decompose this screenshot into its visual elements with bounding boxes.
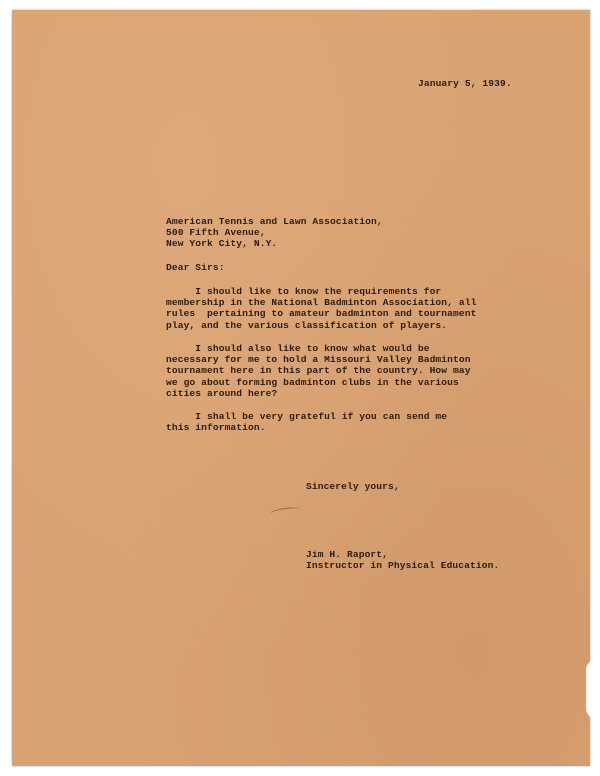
paragraph-closing-request <box>166 411 447 433</box>
body-line: I should also like to know what would be <box>166 343 430 354</box>
address-line: New York City, N.Y. <box>166 238 278 250</box>
paper-notch <box>586 660 600 720</box>
body-line: rules pertaining to amateur badminton and tournament <box>166 308 477 320</box>
body-line: I should like to know the requirements for <box>166 286 442 297</box>
signature-block <box>306 549 499 571</box>
recipient-address <box>166 216 383 250</box>
body-line: play, and the various classification of players. <box>166 319 448 331</box>
paragraph-tournament <box>166 343 471 399</box>
body-line: cities around here? <box>166 387 278 399</box>
body-line: we go about forming badminton clubs in the various <box>166 376 459 388</box>
address-line: American Tennis and Lawn Association, <box>166 216 383 227</box>
body-line: membership in the National Badminton Association, all <box>166 297 477 309</box>
complimentary-close: Sincerely yours, <box>306 481 400 492</box>
body-line: this information. <box>166 422 266 434</box>
signature-title: Instructor in Physical Education. <box>306 560 500 572</box>
body-line: tournament here in this part of the country. How may <box>166 365 471 377</box>
body-line: I shall be very grateful if you can send me <box>166 411 448 422</box>
paragraph-requirements <box>166 286 476 331</box>
signature-name: Jim H. Raport, <box>306 549 389 560</box>
letter-date: January 5, 1939. <box>418 78 512 89</box>
address-line: 500 Fifth Avenue, <box>166 227 266 239</box>
salutation: Dear Sirs: <box>166 262 225 273</box>
body-line: necessary for me to hold a Missouri Valley Badminton <box>166 354 471 366</box>
